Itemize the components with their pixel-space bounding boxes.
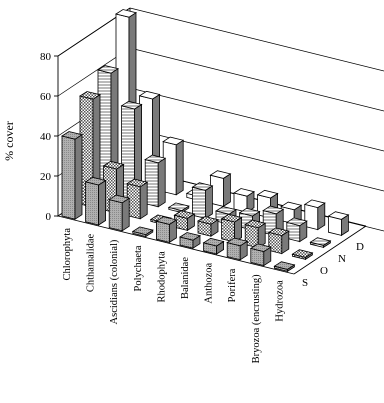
category-label: Anthozoa <box>203 262 215 304</box>
bar-O-8 <box>269 228 289 254</box>
gridline-back <box>130 48 384 114</box>
bar-O-7 <box>245 220 265 248</box>
gridline-back <box>130 8 384 74</box>
bar-D-2 <box>163 137 183 195</box>
ytick-label: 20 <box>40 171 51 183</box>
bar-O-5 <box>198 217 218 237</box>
chart-axes <box>54 56 58 216</box>
ytick-label: 80 <box>40 51 51 63</box>
depth-label: O <box>320 265 328 277</box>
category-label: Hydrozoa <box>274 280 286 322</box>
bar-N-4 <box>192 183 212 219</box>
chart-bars <box>62 10 348 272</box>
bar-D-5 <box>234 189 254 213</box>
bar-O-6 <box>222 214 242 242</box>
bar-S-5 <box>180 233 200 249</box>
ytick-label: 60 <box>40 91 51 103</box>
category-label: Chlorophyta <box>62 228 73 281</box>
depth-label: D <box>356 241 364 253</box>
bar-S-4 <box>156 217 176 243</box>
bar-D-8 <box>305 200 325 230</box>
bar-S-0 <box>62 132 82 220</box>
bar-S-1 <box>86 177 106 225</box>
depth-label: N <box>338 253 346 265</box>
category-label: Balanidae <box>180 257 191 299</box>
bar-O-2 <box>127 179 147 219</box>
bar-S-2 <box>109 195 129 231</box>
bar-N-2 <box>145 155 165 207</box>
depth-label: S <box>302 277 309 289</box>
category-label: Porifera <box>227 268 239 303</box>
bar-D-9 <box>328 212 348 236</box>
bar-D-4 <box>210 171 230 207</box>
category-label: Chthamalidae <box>85 233 97 293</box>
bar-O-9 <box>292 250 312 260</box>
category-label: Ascidians (colonial) <box>109 239 121 325</box>
ytick-label: 40 <box>40 131 51 143</box>
bar-N-3 <box>169 203 189 213</box>
bar-N-9 <box>310 238 330 248</box>
ytick-label: 0 <box>45 211 51 223</box>
bar-S-6 <box>204 238 224 254</box>
bar-S-8 <box>251 244 271 266</box>
y-axis-label: % cover <box>2 121 16 161</box>
bar-N-8 <box>287 218 307 242</box>
category-label: Polychaeta <box>132 245 144 292</box>
bar-O-4 <box>174 211 194 231</box>
category-label: Bryozoa (encrusting) <box>250 274 262 364</box>
category-label: Rhodophyta <box>156 251 168 303</box>
bar-S-7 <box>227 238 247 260</box>
